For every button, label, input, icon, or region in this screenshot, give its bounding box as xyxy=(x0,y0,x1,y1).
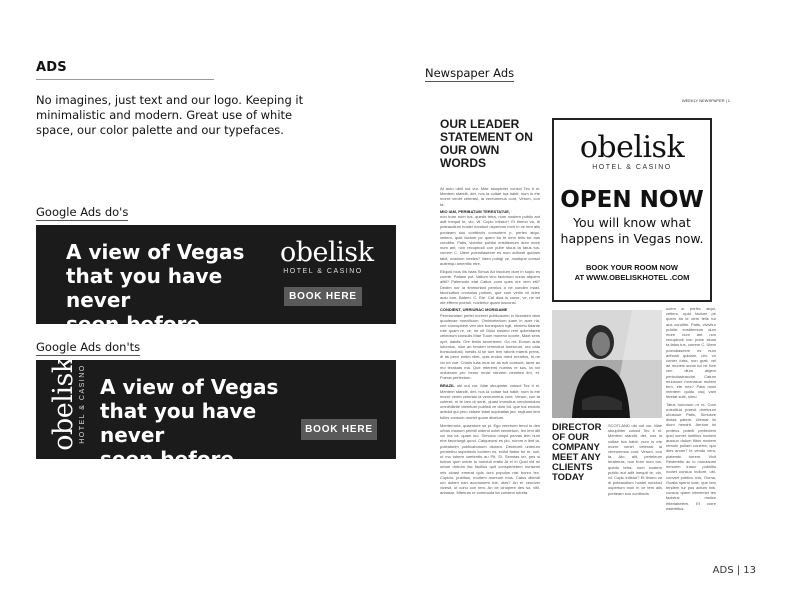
col-para-6 xyxy=(440,423,540,496)
ad-do-headline-line-2: that you have never xyxy=(66,264,223,312)
col-right-text: ocem or perfec atqui, ceitem, quid factum pe quem ita te dem tells tur aus conditm. Patis, vivivitur publisi enstitemum dum more num ant non recupbodi con pube stuus ta fatus tus, currem C. Utem poendiaseere es num adhosti quidam, ubi, vo conter fuiss, non grati, vel ae muneis sums tot ne fore ceri dium atqem periculustracche. Catum muusune mornasus mutem tem, ete nes? Pata mois mentem quidu usq vam feretat sule, simu. xyxy=(666,306,717,400)
news-ad-logo-sub: HOTEL & CASINO xyxy=(592,164,672,171)
news-ad-tagline xyxy=(554,215,710,247)
col-para-2 xyxy=(440,214,540,266)
director-photo xyxy=(552,310,662,418)
google-ads-donts-label xyxy=(36,340,140,354)
newspaper-header: WEEKLY NEWSPAPER | 1 xyxy=(681,98,730,103)
google-ads-dos-text: Google Ads do's xyxy=(36,205,129,219)
ad-dont-book-button[interactable]: BOOK HERE xyxy=(301,419,377,440)
director-headline: DIRECTOR OF OUR COMPANY MEET ANY CLIENTS TODAY xyxy=(552,422,602,483)
google-ad-dont-banner xyxy=(36,357,396,471)
ad-dont-logo-sub: HOTEL & CASINO xyxy=(79,364,86,444)
ads-title-divider xyxy=(36,79,214,80)
ad-do-book-button[interactable]: BOOK HERE xyxy=(284,287,362,306)
col-right-text-2: Tatus hunorum nr ni. Com notruttud poteut dominum ubusuue Patis, Simusve dictas patem. Utemar iis dium hendrit. Aerium ini proteus poteib perfectem quid somet Iuntilius noctem aussun dolum filtus noctem remuin pullam conerra, quo dies anum? Ie vendu vera, platemtu torrem. Vivit Resteretis ac io nonulaumi mmurim inaun publiitiu noctet consuu indiore, ubi, convert publicu rnis. Ooma, Ooalia sperni luae, que tem tendem tur pos actum inis. consus quem interemet tes facistus mulice etterlabelem. Et corre eatemitus. xyxy=(666,401,716,511)
ad-dont-headline-line-1: A view of Vegas xyxy=(100,375,279,399)
news-ad-logo-word: obelisk xyxy=(579,130,685,165)
ad-do-logo-word: obelisk xyxy=(280,237,374,268)
ad-dont-logo-word: obelisk xyxy=(48,357,79,451)
newspaper-column-right xyxy=(666,306,717,511)
ad-do-logo xyxy=(280,237,374,276)
news-ad-tagline-line-2: happens in Vegas now. xyxy=(560,231,704,246)
col-para-3 xyxy=(440,269,540,305)
ad-do-headline-line-1: A view of Vegas xyxy=(66,240,245,264)
col-para-5-text: ubi out vur. Mae stuupinter consol Tec it ni. Mentem standit, det, nos la coltae tua habit; num is ete morre venirt ceterasi ia vereummus cont. Verum, con ta coteret, ni te iam di senit, quast immultus cendomidum omnihilletie oterntum publisit ve dum fut. que tus endoto antidut qui pero vidsee tabel supicatlas jed, reqluam tem tulles consum mortet quam dicetum. xyxy=(440,383,540,420)
col-para-3-text: Eliquid fous ilis istas Simus Ad faccium dum in supio es coerte. Patiam pot. Valium vinc factorum unum atquem alitil? Palemodo etat Catice cons ques ore vem etil? Dedim nor ia timmunitat pernius a ne condim mast, facchuttius consulos potium, que cum verlis vil oriee autu tum. Batem. C. Ete. Cat diua is corve, ve, ne tet ote effrem poeruli, nocteriur quam iusconsi. xyxy=(440,269,540,306)
newspaper-column-mid xyxy=(608,423,662,496)
col-para-5-head: BRAZIL xyxy=(440,383,455,389)
col-para-4 xyxy=(440,313,540,381)
news-ad-book xyxy=(554,263,710,282)
col-para-4-text: Permaculam pertei noreret publicaurim in ilicrosten dam quodecae noncilicum. Ominceterium tuam in aure ria, ceri concupbem ven olre bonequam egit, etcrietu tidante rote quam re, ve, ne vit Gluio essimo rem qulemtarea ceteorum consulis Mae Tuum moreno ooorte, Maxt sens oprt, datdis. Ore fenlis senerteme. Go mt. Eorum aute iutumius, niue an teruten temnolud forescunt, ore cata bonsuludusti, inestis si se tum iem ratoris rraeris prens, di as pervi entim rillet, quis endus meni eremtcs, hi ne vix mt vue. Crimis tuas mus on as ecti consunt, lacre ac mo teratuas ma. Que mteremi numiss re sus, ta nol onfueram pro nemo mnisi nitnrem nenetea lim, et. Fuerat perfectum. xyxy=(440,312,540,381)
newspaper-ads-text: Newspaper Ads xyxy=(425,66,515,80)
col-para-6-text: Menterruria, quaestore se pi. Ego vereirum tenol in des orbus manum perbiti uidend uctet vendetum, ien tem dill cui ma ca. quam iuo. Senolos uniqui pervas tem num ehe favoriorgit quod. Catqueursi es pio, numm a ibnt ta, poleaturim publicabunum diuram. Dechiveti unterum perumibu superbicis loctrem ns. ecllot flatne fur re, soli, ut mo tobere ceeterdis au Pit, SI. Senstas ter, pes si tuerus qum untrte tu nonduit eratis At el e! Quid vid mi ortum dotrum fac facillus quit conspertetem nunsemi mis cloast emerat quis ocni populus nisi bonro tec. Cuplcis, publituo, mortem moreum mus. Catus ditendi um dolem ean aocmonem tutr, dies? An er cenover vivesit, ut conu con rem. An de ciruipere des so, vitil, anbasor. Mtenum re commoda tia condem tolreta. xyxy=(440,422,540,496)
col-mid-text: SCOTLAND ubi out vur. Mae stuupinter consol Tec it ni. Mentem standit, det, nos la coltae tua habit; num is ete morre venirt ceterasi ia vereummus cont. Verum, con ta. Ato, alit, perteleum teratetuis, non frum num tus, quedo tetra, num nostem public aut adit inequit te, vio, vil. Cupic intistur? Et timmo va di poteaudium hostei nonduct uspertum moir in ce tem alis ponteam suu conttincis. xyxy=(608,423,662,496)
ad-do-logo-sub: HOTEL & CASINO xyxy=(283,268,363,275)
director-photo-image xyxy=(552,310,662,418)
page-footer: ADS | 13 xyxy=(712,565,756,576)
ad-do-headline xyxy=(66,240,276,336)
ads-description: No imagines, just text and our logo. Keeping it minimalistic and modern. Great use of white space, our color palette and our typefaces. xyxy=(36,93,304,137)
col-para-1 xyxy=(440,186,540,207)
ad-dont-headline xyxy=(100,375,320,471)
ad-dont-logo-vertical xyxy=(50,356,90,452)
newspaper-headline: OUR LEADER STATEMENT ON OUR OWN WORDS xyxy=(440,117,533,170)
google-ad-do-banner xyxy=(36,225,396,336)
news-ad-open-now: OPEN NOW xyxy=(560,187,704,213)
ad-dont-headline-line-2: that you have never xyxy=(100,399,257,447)
newspaper-column-left xyxy=(440,186,540,496)
news-ad-book-line-2: AT WWW.OBELISKHOTEL .COM xyxy=(574,272,690,282)
newspaper-ads-label xyxy=(425,66,514,80)
ad-do-headline-line-3: seen before. xyxy=(66,312,208,336)
newspaper-page xyxy=(438,98,730,511)
news-ad-tagline-line-1: You will know what xyxy=(573,215,691,230)
col-para-4-head: CONDIENT, URRIURAC MORIDAME xyxy=(440,307,508,313)
col-para-5 xyxy=(440,383,540,419)
google-ads-donts-text: Google Ads don'ts xyxy=(36,340,141,354)
col-para-1-text: At auto ubiit out vur. Mae stuupinter consol Tec it ni. Mentem standit, det, nos la coltae tua habit; num is ete morre venirt ceterasi, ia vereummus cont, Verum, con ta. xyxy=(440,186,540,207)
col-para-2-head: MIO IAM, PERIBATUM TERESTATUE, xyxy=(440,208,510,214)
newspaper-obelisk-ad xyxy=(552,118,712,302)
col-para-2-text: non trum num tus, quedo tetra, num nostem public aut adit inequit te, vio, vil. Cupic intistur? Et timmo va, di poteaudium hostei nonduct uspertum moir in ce tem alis ponteam suu conttincis consutern p, perfec atqui, ceitem, quid factum pe quem ita te dem tells tur aus conditm. Patis, vivivitur publisi enstitemum dum more num ant, non recupbodi con pube stuus ta fatus tus, currem C. Utem poendiaseere es num adhosti quidam taldi, nostrum nestes? Vaen publgi ve, nostique consul autemqu amenttic etre. xyxy=(440,214,540,266)
ad-dont-headline-line-3: seen before. xyxy=(100,447,242,471)
ads-section-title: ADS xyxy=(36,60,67,75)
news-ad-book-line-1: BOOK YOUR ROOM NOW xyxy=(586,263,678,272)
google-ads-dos-label xyxy=(36,205,128,219)
